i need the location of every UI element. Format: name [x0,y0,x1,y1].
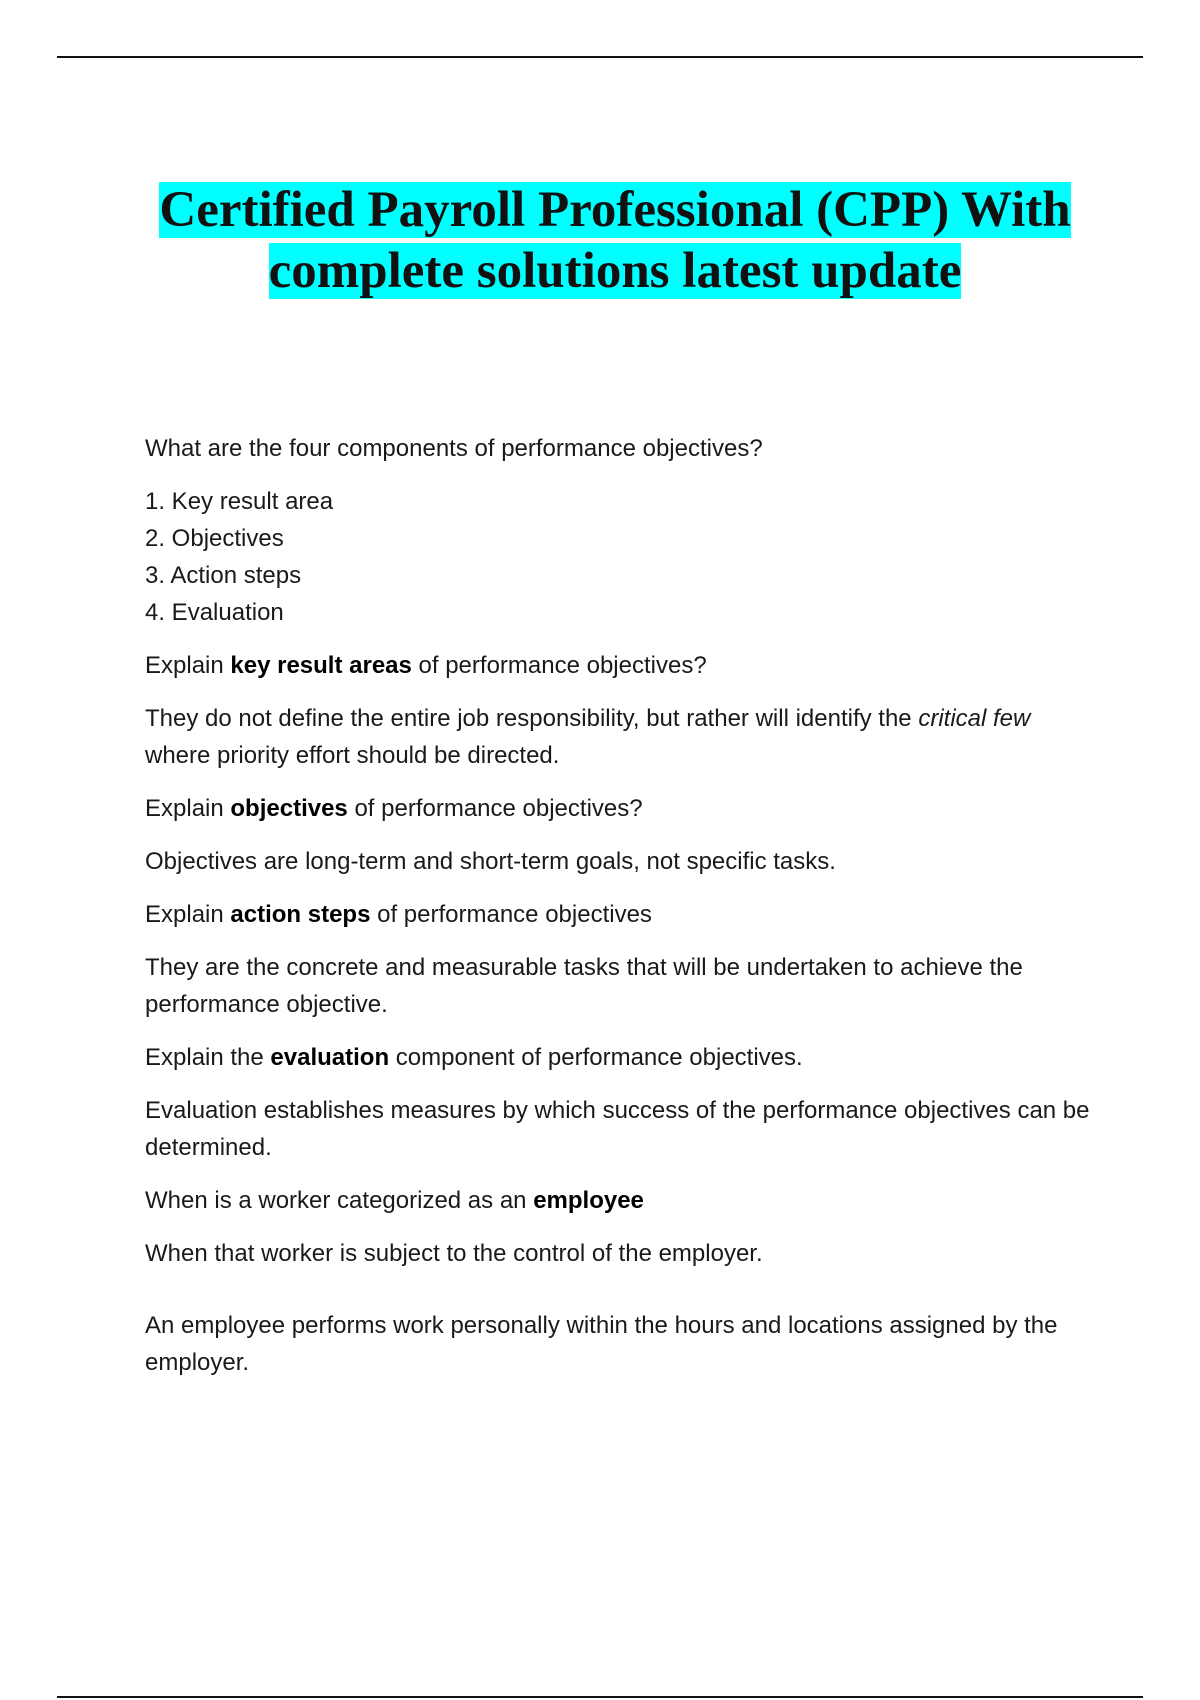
top-rule [57,56,1143,58]
question-components: What are the four components of performance objectives? [145,435,763,462]
question-text: component of performance objectives. [389,1044,803,1071]
document-body [145,430,1100,1397]
question-keyword: action steps [230,901,371,928]
title-line-2: complete solutions latest update [268,243,962,300]
title-line-1: Certified Payroll Professional (CPP) With [159,182,1071,239]
question-action-steps [145,896,1100,933]
question-key-result-areas [145,647,1100,684]
answer-text: They do not define the entire job responsibility, but rather will identify the [145,705,919,732]
component-item: 4. Evaluation [145,599,284,626]
component-item: 3. Action steps [145,562,302,589]
document-title [60,180,1170,302]
answer-employee-work: An employee performs work personally within the hours and locations assigned by the employer. [145,1312,1058,1376]
answer-action-steps: They are the concrete and measurable tasks that will be undertaken to achieve the performance objective. [145,954,1023,1018]
question-text: Explain [145,795,231,822]
question-objectives [145,790,1100,827]
question-keyword: key result areas [230,652,412,679]
answer-objectives: Objectives are long-term and short-term goals, not specific tasks. [145,848,836,875]
answer-key-result-areas [145,700,1100,774]
answer-text: where priority effort should be directed. [145,742,560,769]
question-keyword: objectives [230,795,348,822]
question-text: When is a worker categorized as an [145,1187,534,1214]
bottom-rule [57,1696,1143,1698]
question-text: of performance objectives? [411,652,707,679]
question-text: Explain the [145,1044,271,1071]
question-text: Explain [145,901,231,928]
component-item: 2. Objectives [145,525,284,552]
answer-emphasis: critical few [918,705,1031,732]
question-text: of performance objectives [370,901,652,928]
question-keyword: evaluation [270,1044,390,1071]
component-item: 1. Key result area [145,488,334,515]
question-text: Explain [145,652,231,679]
answer-employee-control: When that worker is subject to the control of the employer. [145,1240,763,1267]
question-text: of performance objectives? [347,795,643,822]
question-keyword: employee [533,1187,644,1214]
answer-evaluation: Evaluation establishes measures by which success of the performance objectives can be determined. [145,1097,1090,1161]
question-evaluation [145,1039,1100,1076]
question-employee [145,1182,1100,1219]
